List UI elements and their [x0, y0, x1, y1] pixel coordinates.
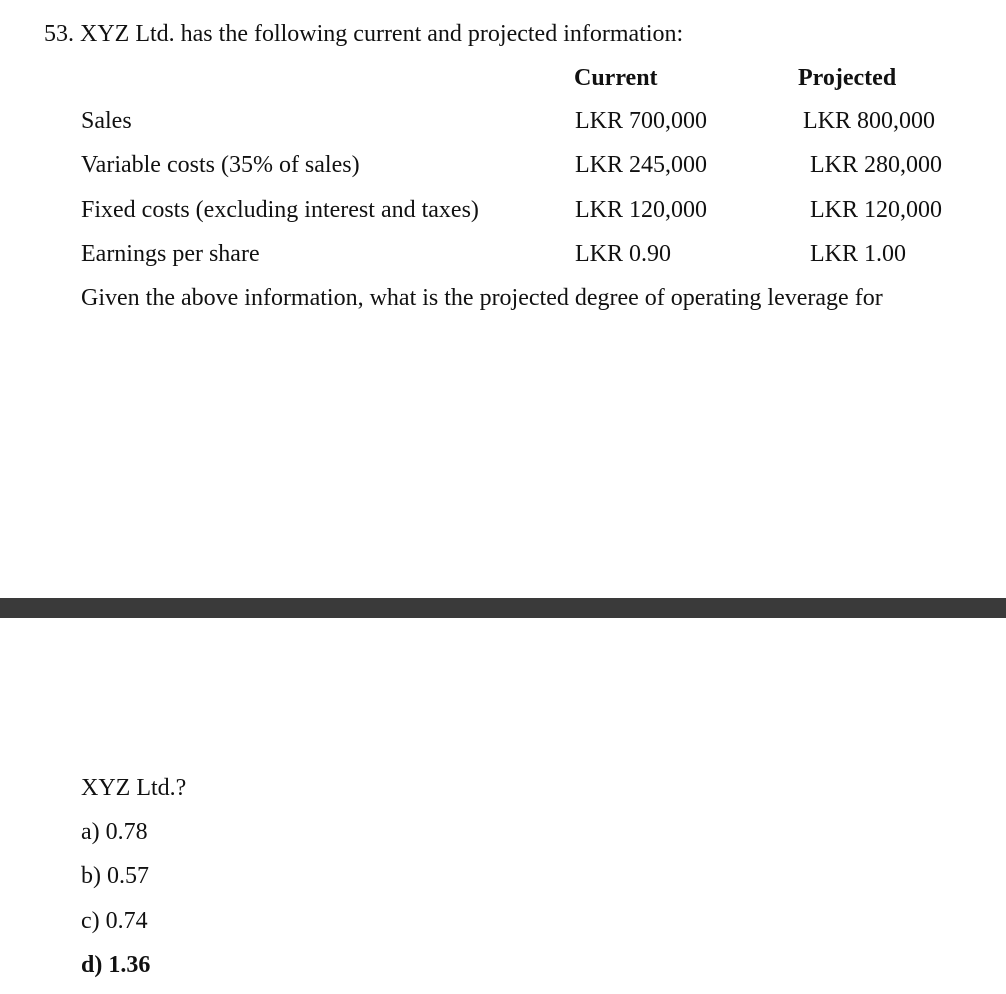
- row-current-eps: LKR 0.90: [575, 241, 671, 267]
- row-current-sales: LKR 700,000: [575, 108, 707, 134]
- header-projected: Projected: [798, 65, 897, 91]
- row-projected-fixed-costs: LKR 120,000: [810, 197, 942, 223]
- row-label-sales: Sales: [81, 108, 132, 134]
- option-a: a) 0.78: [81, 819, 148, 845]
- page-divider: [0, 598, 1006, 618]
- row-label-variable-costs: Variable costs (35% of sales): [81, 152, 360, 178]
- row-projected-variable-costs: LKR 280,000: [810, 152, 942, 178]
- row-label-fixed-costs: Fixed costs (excluding interest and taxes): [81, 197, 479, 223]
- question-prompt-continued: XYZ Ltd.?: [81, 775, 187, 801]
- row-projected-sales: LKR 800,000: [803, 108, 935, 134]
- row-projected-eps: LKR 1.00: [810, 241, 906, 267]
- row-current-fixed-costs: LKR 120,000: [575, 197, 707, 223]
- option-b: b) 0.57: [81, 863, 149, 889]
- header-current: Current: [574, 65, 658, 91]
- option-d-correct: d) 1.36: [81, 952, 151, 978]
- question-title: 53. XYZ Ltd. has the following current and projected information:: [44, 21, 684, 47]
- row-label-eps: Earnings per share: [81, 241, 260, 267]
- row-current-variable-costs: LKR 245,000: [575, 152, 707, 178]
- option-c: c) 0.74: [81, 908, 148, 934]
- question-prompt: Given the above information, what is the projected degree of operating leverage for: [81, 285, 883, 311]
